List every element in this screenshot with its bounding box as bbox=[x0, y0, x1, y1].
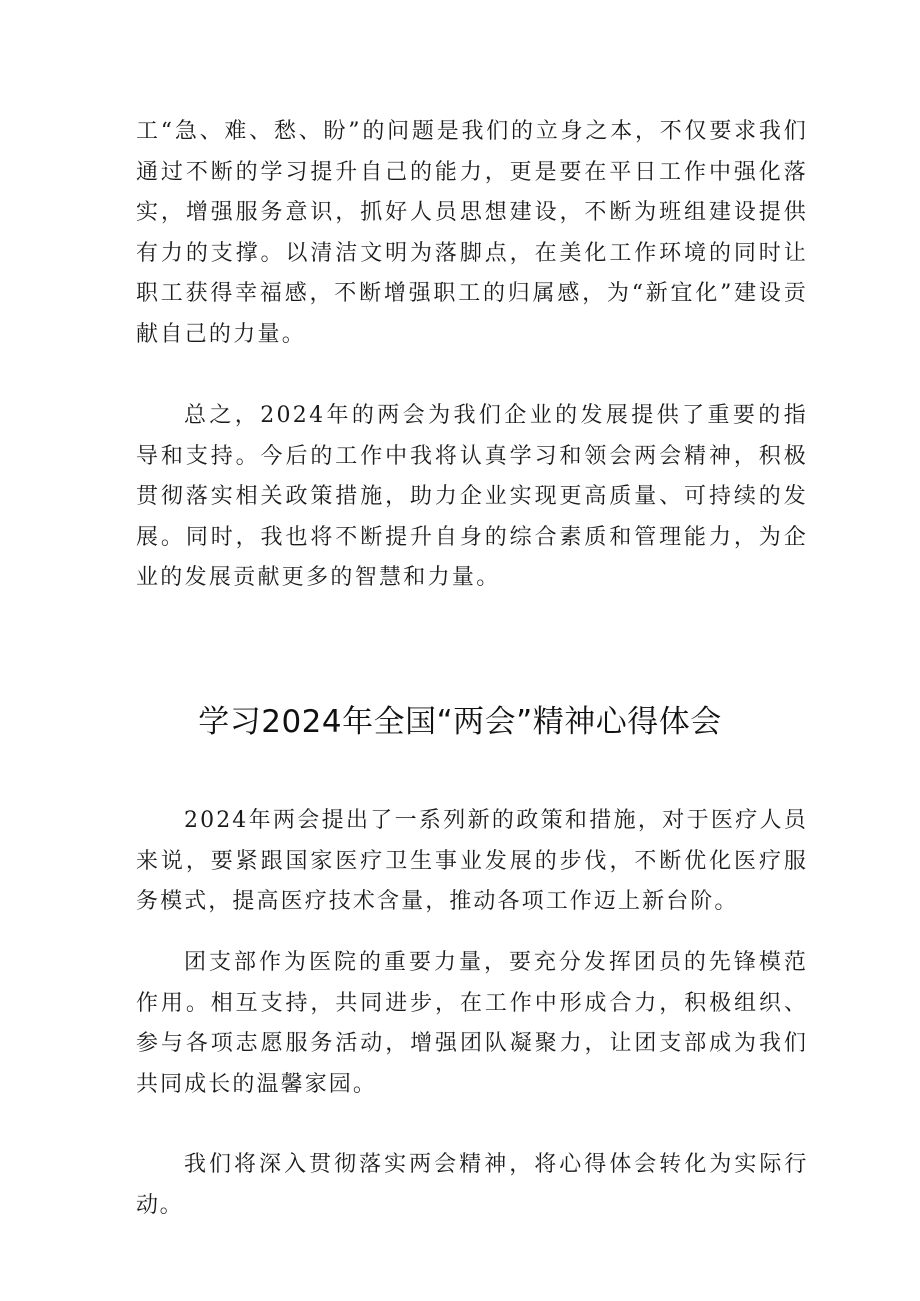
body-paragraph: 2024年两会提出了一系列新的政策和措施，对于医疗人员来说，要紧跟国家医疗卫生事业发展的步伐，不断优化医疗服务模式，提高医疗技术含量，推动各项工作迈上新台阶。 bbox=[136, 808, 808, 914]
section-title: 学习2024年全国“两会”精神心得体会 bbox=[198, 704, 722, 740]
body-paragraph: 我们将深入贯彻落实两会精神，将心得体会转化为实际行动。 bbox=[136, 1152, 808, 1218]
body-paragraph: 总之，2024年的两会为我们企业的发展提供了重要的指导和支持。今后的工作中我将认真学习和领会两会精神，积极贯彻落实相关政策措施，助力企业实现更高质量、可持续的发展。同时，我也将不断提升自身的综合素质和管理能力，为企业的发展贡献更多的智慧和力量。 bbox=[136, 403, 808, 590]
body-paragraph: 团支部作为医院的重要力量，要充分发挥团员的先锋模范作用。相互支持，共同进步，在工作中形成合力，积极组织、参与各项志愿服务活动，增强团队凝聚力，让团支部成为我们共同成长的温馨家园。 bbox=[136, 950, 808, 1097]
body-paragraph: 工“急、难、愁、盼”的问题是我们的立身之本，不仅要求我们通过不断的学习提升自己的能力，更是要在平日工作中强化落实，增强服务意识，抓好人员思想建设，不断为班组建设提供有力的支撑。以清洁文明为落脚点，在美化工作环境的同时让职工获得幸福感，不断增强职工的归属感，为“新宜化”建设贡献自己的力量。 bbox=[136, 119, 808, 347]
